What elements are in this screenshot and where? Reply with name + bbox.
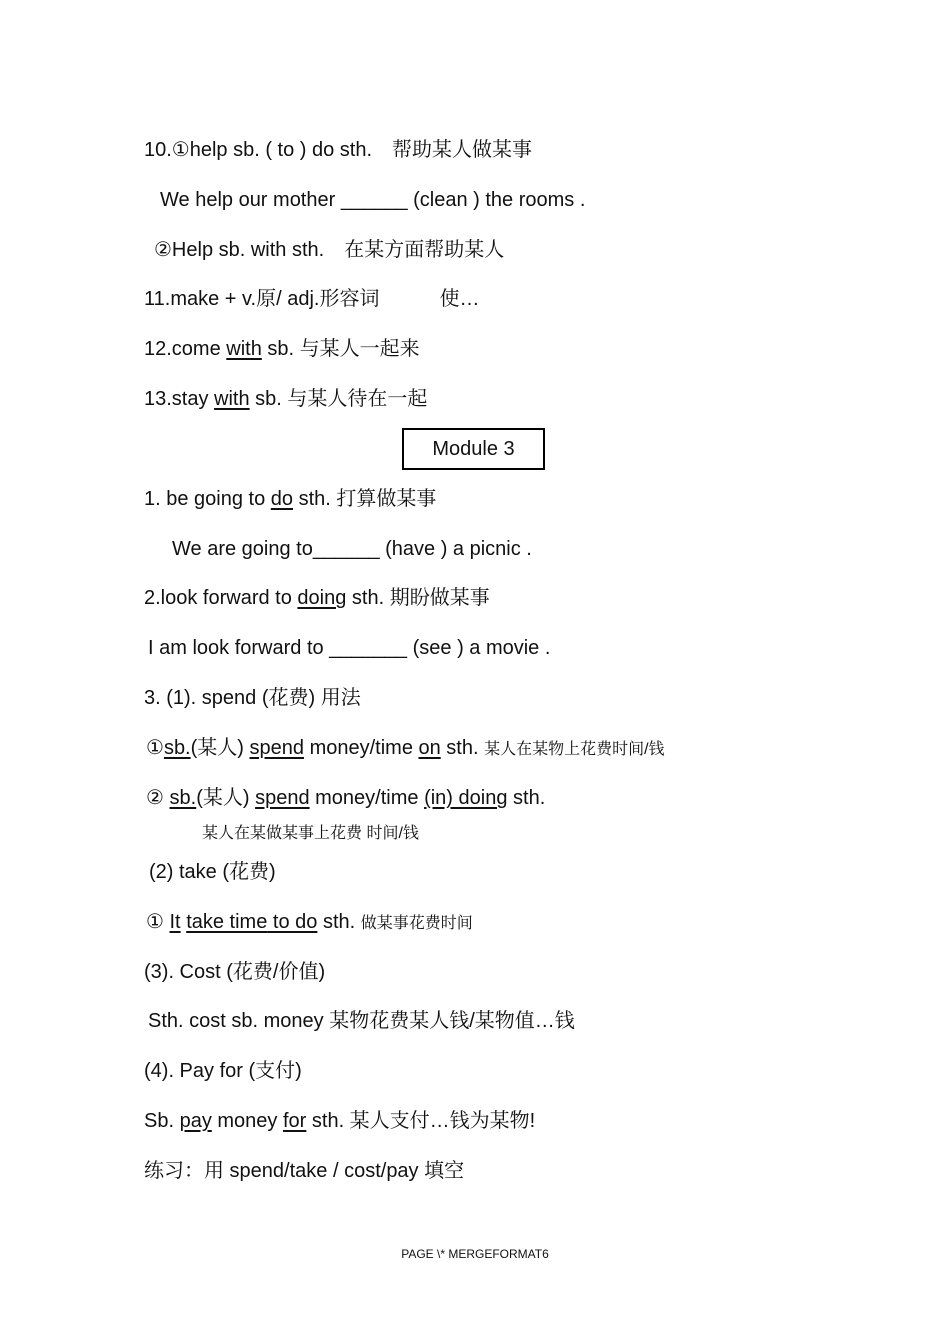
example-picnic: We are going to______ (have ) a picnic . (172, 538, 532, 560)
come-with-line: 12.come with sb. 与某人一起来 (144, 338, 420, 360)
help-sb-do-sth-line: 10.①help sb. ( to ) do sth. 帮助某人做某事 (144, 139, 533, 161)
cost-usage: Sth. cost sb. money 某物花费某人钱/某物值…钱 (148, 1010, 575, 1032)
page-footer: PAGE \* MERGEFORMAT6 (401, 1247, 549, 1261)
help-sb-with-sth-line: ②Help sb. with sth. 在某方面帮助某人 (154, 239, 505, 261)
module-heading: Module 3 (432, 438, 515, 460)
example-movie: I am look forward to _______ (see ) a movie . (148, 637, 551, 659)
pay-heading: (4). Pay for (支付) (144, 1060, 302, 1082)
spend-usage-2-meaning: 某人在某做某事上花费 时间/钱 (202, 825, 419, 842)
example-clean-rooms: We help our mother ______ (clean ) the rooms . (160, 189, 586, 211)
module-heading-box (402, 428, 545, 470)
spend-usage-2: ② sb.(某人) spend money/time (in) doing sth. (146, 787, 546, 809)
cost-heading: (3). Cost (花费/价值) (144, 961, 326, 983)
take-heading: (2) take (花费) (149, 861, 276, 883)
be-going-to-line: 1. be going to do sth. 打算做某事 (144, 488, 437, 510)
spend-heading: 3. (1). spend (花费) 用法 (144, 687, 361, 709)
look-forward-line: 2.look forward to doing sth. 期盼做某事 (144, 587, 490, 609)
exercise-instruction: 练习：用 spend/take / cost/pay 填空 (144, 1160, 465, 1182)
stay-with-line: 13.stay with sb. 与某人待在一起 (144, 388, 428, 410)
make-line: 11.make + v.原/ adj.形容词 使… (144, 288, 480, 310)
pay-usage: Sb. pay money for sth. 某人支付…钱为某物! (144, 1110, 536, 1132)
take-usage: ① It take time to do sth. 做某事花费时间 (146, 911, 473, 933)
spend-usage-1: ①sb.(某人) spend money/time on sth. 某人在某物上花费时间/钱 (146, 737, 665, 759)
